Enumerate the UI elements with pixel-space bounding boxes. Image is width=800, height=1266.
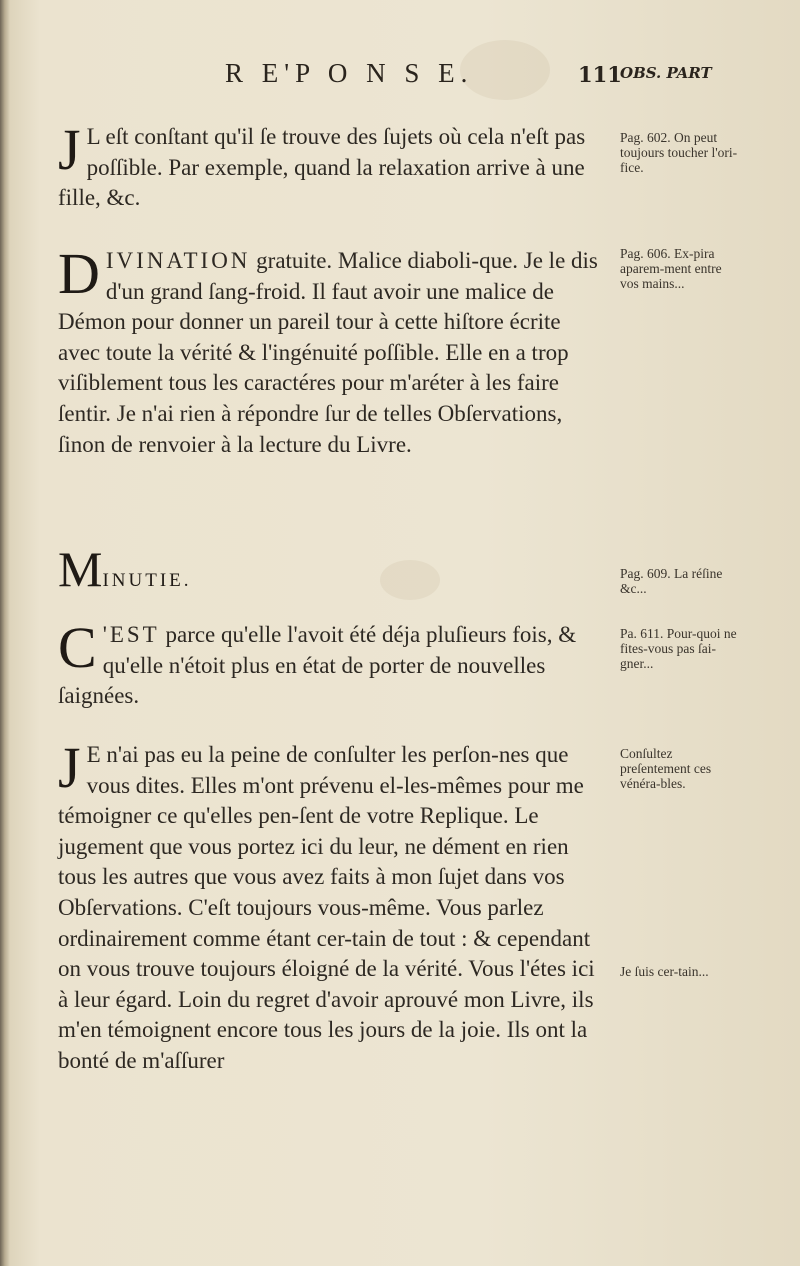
drop-cap: J	[58, 117, 81, 182]
margin-note-4: Pa. 611. Pour-quoi ne fites-vous pas ſai-gner...	[620, 626, 737, 671]
paragraph-text: gratuite. Malice diaboli-que. Je le dis d'un grand ſang-froid. Il faut avoir une malice de Démon pour donner un pareil tour à cette hiſtore écrite avec toute la vérité & l'ingénuité poſſible. Elle en a trop viſiblement tous les caractéres pour m'aréter à les faire ſentir. Je n'ai rien à répondre ſur de telles Obſervations, ſinon de renvoier à la lecture du Livre.	[58, 248, 598, 457]
binding-edge	[0, 0, 10, 1266]
margin-note-2: Pag. 606. Ex-pira aparem-ment entre vos mains...	[620, 246, 722, 291]
drop-cap: C	[58, 615, 97, 680]
paragraph-text: parce qu'elle l'avoit été déja pluſieurs fois, & qu'elle n'étoit plus en état de porter de nouvelles ſaignées.	[58, 622, 577, 709]
entry-lead: 'EST	[102, 622, 160, 647]
margin-note-6: Je ſuis cer-tain...	[620, 964, 709, 979]
paper-stain	[380, 560, 440, 600]
page-header	[0, 58, 800, 94]
paragraph-1	[58, 117, 608, 214]
drop-cap: J	[58, 735, 81, 800]
entry-heading	[58, 540, 192, 598]
paragraph-5	[58, 735, 608, 1077]
margin-note-5: Conſultez preſentement ces vénéra-bles.	[620, 746, 712, 791]
running-title: R E'P O N S E.	[225, 58, 474, 88]
drop-cap: D	[58, 241, 100, 306]
section-label: OBS. PART	[620, 64, 712, 82]
margin-note-1: Pag. 602. On peut toujours toucher l'ori-fice.	[620, 130, 738, 175]
paragraph-text: L eſt conſtant qu'il ſe trouve des ſujets où cela n'eſt pas poſſible. Par exemple, quand la relaxation arrive à une fille, &c.	[58, 124, 586, 211]
paragraph-text: E n'ai pas eu la peine de conſulter les perſon-nes que vous dites. Elles m'ont prévenu el-les-mêmes pour me témoigner ce qu'elles pen-ſent de votre Replique. Le jugement que vous portez ici du leur, ne dément en rien tous les autres que vous avez faits à mon ſujet dans vos Obſervations. C'eſt toujours vous-même. Vous parlez ordinairement comme étant cer-tain de tout : & cependant on vous trouve toujours éloigné de la vérité. Vous l'étes ici à leur égard. Loin du regret d'avoir aprouvé mon Livre, ils m'en témoignent encore tous les jours de la joie. Ils ont la bonté de m'aſſurer	[58, 742, 595, 1073]
paragraph-4	[58, 615, 608, 712]
entry-lead: IVINATION	[105, 248, 251, 273]
paragraph-2	[58, 241, 608, 460]
page-number: 111	[578, 62, 622, 87]
drop-cap: M	[58, 541, 103, 597]
entry-lead: INUTIE.	[102, 570, 192, 591]
margin-note-3: Pag. 609. La réſine &c...	[620, 566, 723, 596]
